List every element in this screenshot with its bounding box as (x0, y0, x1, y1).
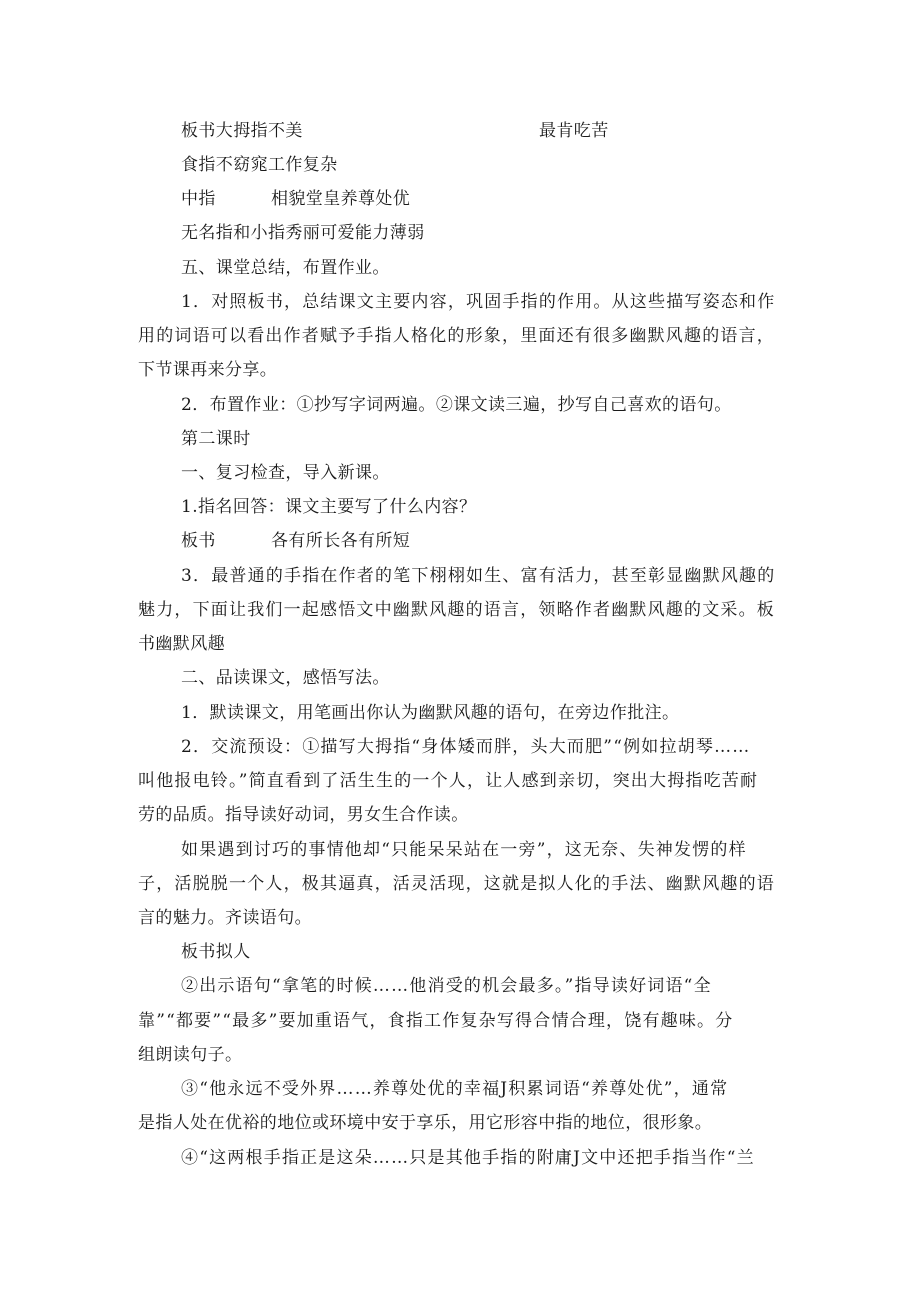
board-row3-text: 相貌堂皇养尊处优 (271, 189, 411, 209)
lesson2-p5-line1: ②出示语句“拿笔的时候……他消受的机会最多。”指导读好词语“全 (181, 976, 712, 996)
lesson2-board-nh: 板书拟人 (181, 942, 251, 962)
lesson2-p5-line3: 组朗读句子。 (138, 1045, 243, 1065)
lesson2-p5-line2: 靠”“都要”“最多”要加重语气，食指工作复杂写得合情合理，饶有趣味。分 (138, 1011, 734, 1031)
board-row4: 无名指和小指秀丽可爱能力薄弱 (181, 223, 425, 243)
lesson2-p3-line1: 3．最普通的手指在作者的笔下栩栩如生、富有活力，甚至彰显幽默风趣的 (181, 566, 776, 586)
lesson2-part2-heading: 二、品读课文，感悟写法。 (181, 668, 390, 688)
lesson2-p6-line2: 是指人处在优裕的地位或环境中安于享乐，用它形容中指的地位，很形象。 (138, 1113, 713, 1133)
lesson2-board-text: 各有所长各有所短 (271, 531, 411, 551)
board-row1-right: 最肯吃苦 (539, 121, 609, 141)
lesson2-p6-line1: ③“他永远不受外界……养尊处优的幸福J积累词语“养尊处优”，通常 (181, 1079, 729, 1099)
lesson2-p4-line2: 子，活脱脱一个人，极其逼真，活灵活现，这就是拟人化的手法、幽默风趣的语 (138, 874, 775, 894)
section5-p1-line3: 下节课再来分享。 (138, 360, 278, 380)
lesson2-p4-line1: 如果遇到讨巧的事情他却“只能呆呆站在一旁”，这无奈、失神发愣的样 (181, 840, 747, 860)
lesson2-p3-line3: 书幽默风趣 (138, 634, 225, 654)
lesson2-p7: ④“这两根手指正是这朵……只是其他手指的附庸J文中还把手指当作“兰 (181, 1148, 755, 1168)
section5-p1-line1: 1．对照板书，总结课文主要内容，巩固手指的作用。从这些描写姿态和作 (181, 292, 776, 312)
section5-p1-line2: 用的词语可以看出作者赋予手指人格化的形象，里面还有很多幽默风趣的语言， (138, 326, 775, 346)
lesson2-s2-line2: 叫他报电铃。”简直看到了活生生的一个人，让人感到亲切，突出大拇指吃苦耐 (138, 771, 759, 791)
section5-p2: 2．布置作业：①抄写字词两遍。②课文读三遍，抄写自己喜欢的语句。 (181, 395, 732, 415)
board-row3-label: 中指 (181, 189, 216, 209)
section5-heading: 五、课堂总结，布置作业。 (181, 258, 390, 278)
board-row2: 食指不窈窕工作复杂 (181, 155, 338, 175)
board-row1-label: 板书大拇指不美 (181, 121, 303, 141)
lesson2-board-label: 板书 (181, 531, 216, 551)
lesson2-q1: 1.指名回答：课文主要写了什么内容？ (181, 497, 477, 517)
lesson2-s2-line1: 2．交流预设：①描写大拇指“身体矮而胖，头大而肥”“例如拉胡琴…… (181, 737, 751, 757)
lesson2-s1: 1．默读课文，用笔画出你认为幽默风趣的语句，在旁边作批注。 (181, 703, 680, 723)
lesson2-p3-line2: 魅力，下面让我们一起感悟文中幽默风趣的语言，领略作者幽默风趣的文采。板 (138, 600, 775, 620)
lesson2-part1-heading: 一、复习检查，导入新课。 (181, 463, 390, 483)
lesson2-p4-line3: 言的魅力。齐读语句。 (138, 908, 312, 928)
lesson2-title: 第二课时 (181, 429, 251, 449)
lesson2-s2-line3: 劳的品质。指导读好动词，男女生合作读。 (138, 805, 469, 825)
